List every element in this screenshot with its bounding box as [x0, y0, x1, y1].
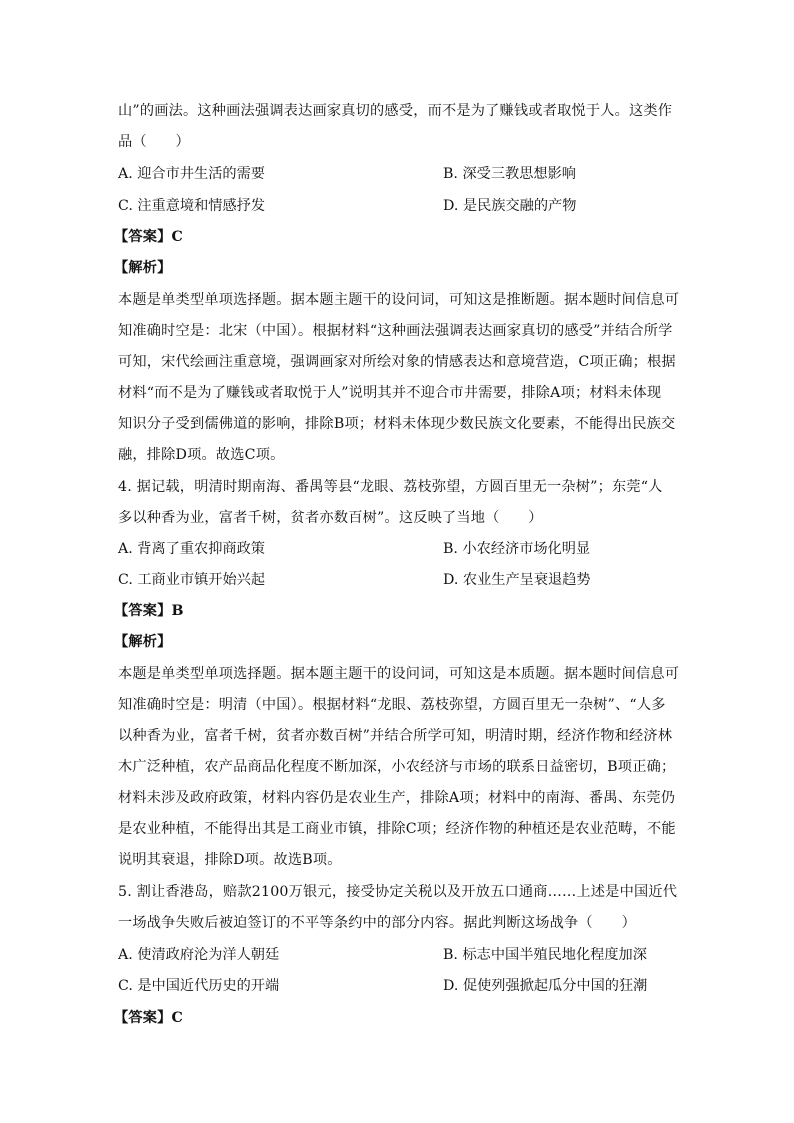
q5-option-d: D. 促使列强掀起瓜分中国的狂潮 — [443, 978, 648, 994]
q3-analysis-line-5: 知识分子受到儒佛道的影响，排除B项；材料未体现少数民族文化要素，不能得出民族交 — [118, 416, 676, 432]
q5-answer: 【答案】C — [114, 1010, 184, 1026]
q5-option-c: C. 是中国近代历史的开端 — [118, 978, 280, 994]
q3-analysis-line-2: 知准确时空是：北宋（中国）。根据材料“这种画法强调表达画家真切的感受”并结合所学 — [118, 323, 673, 339]
q3-analysis-line-3: 可知，宋代绘画注重意境，强调画家对所绘对象的情感表达和意境营造，C项正确；根据 — [118, 354, 676, 370]
q5-option-b: B. 标志中国半殖民地化程度加深 — [443, 947, 647, 963]
q3-stem-line-2: 品（ ） — [118, 134, 190, 150]
q3-option-d: D. 是民族交融的产物 — [443, 198, 577, 214]
q3-option-c: C. 注重意境和情感抒发 — [118, 198, 266, 214]
q5-stem-line-1: 5. 割让香港岛，赔款2100万银元，接受协定关税以及开放五口通商……上述是中国近代 — [118, 884, 678, 900]
q3-option-b: B. 深受三教思想影响 — [443, 166, 576, 182]
q3-analysis-label: 【解析】 — [114, 260, 172, 276]
q3-analysis-line-1: 本题是单类型单项选择题。据本题主题干的设问词，可知这是推断题。据本题时间信息可 — [118, 292, 680, 308]
q4-analysis-line-3: 以种香为业，富者千树，贫者亦数百树”并结合所学可知，明清时期，经济作物和经济林 — [118, 728, 673, 744]
q4-analysis-line-4: 木广泛种植，农产品商品化程度不断加深，小农经济与市场的联系日益密切，B项正确； — [118, 759, 676, 775]
q3-analysis-line-4: 材料“而不是为了赚钱或者取悦于人”说明其并不迎合市井需要，排除A项；材料未体现 — [118, 385, 662, 401]
q4-analysis-line-7: 说明其衰退，排除D项。故选B项。 — [118, 852, 342, 868]
q4-option-d: D. 农业生产呈衰退趋势 — [443, 572, 591, 588]
q4-analysis-label: 【解析】 — [114, 634, 172, 650]
q4-stem-line-1: 4. 据记载，明清时期南海、番禺等县“龙眼、荔枝弥望，方圆百里无一杂树”；东莞“人 — [118, 479, 663, 495]
q5-stem-line-2: 一场战争失败后被迫签订的不平等条约中的部分内容。据此判断这场战争（ ） — [118, 915, 636, 931]
q4-analysis-line-6: 是农业种植，不能得出其是工商业市镇，排除C项；经济作物的种植还是农业范畴，不能 — [118, 821, 676, 837]
q3-option-a: A. 迎合市井生活的需要 — [118, 166, 265, 182]
q5-option-a: A. 使清政府沦为洋人朝廷 — [118, 947, 280, 963]
q3-analysis-line-6: 融，排除D项。故选C项。 — [118, 447, 285, 463]
q4-analysis-line-5: 材料未涉及政府政策，材料内容仍是农业生产，排除A项；材料中的南海、番禺、东莞仍 — [118, 790, 676, 806]
q4-option-a: A. 背离了重农抑商政策 — [118, 541, 265, 557]
q3-answer: 【答案】C — [114, 229, 184, 245]
q4-option-b: B. 小农经济市场化明显 — [443, 541, 591, 557]
q4-analysis-line-1: 本题是单类型单项选择题。据本题主题干的设问词，可知这是本质题。据本题时间信息可 — [118, 666, 680, 682]
q3-stem-line-1: 山”的画法。这种画法强调表达画家真切的感受，而不是为了赚钱或者取悦于人。这类作 — [118, 103, 673, 119]
q4-answer: 【答案】B — [114, 603, 184, 619]
q4-option-c: C. 工商业市镇开始兴起 — [118, 572, 266, 588]
q4-analysis-line-2: 知准确时空是：明清（中国）。根据材料“龙眼、荔枝弥望，方圆百里无一杂树”、“人多 — [118, 697, 666, 713]
q4-stem-line-2: 多以种香为业，富者千树，贫者亦数百树”。这反映了当地（ ） — [118, 510, 543, 526]
